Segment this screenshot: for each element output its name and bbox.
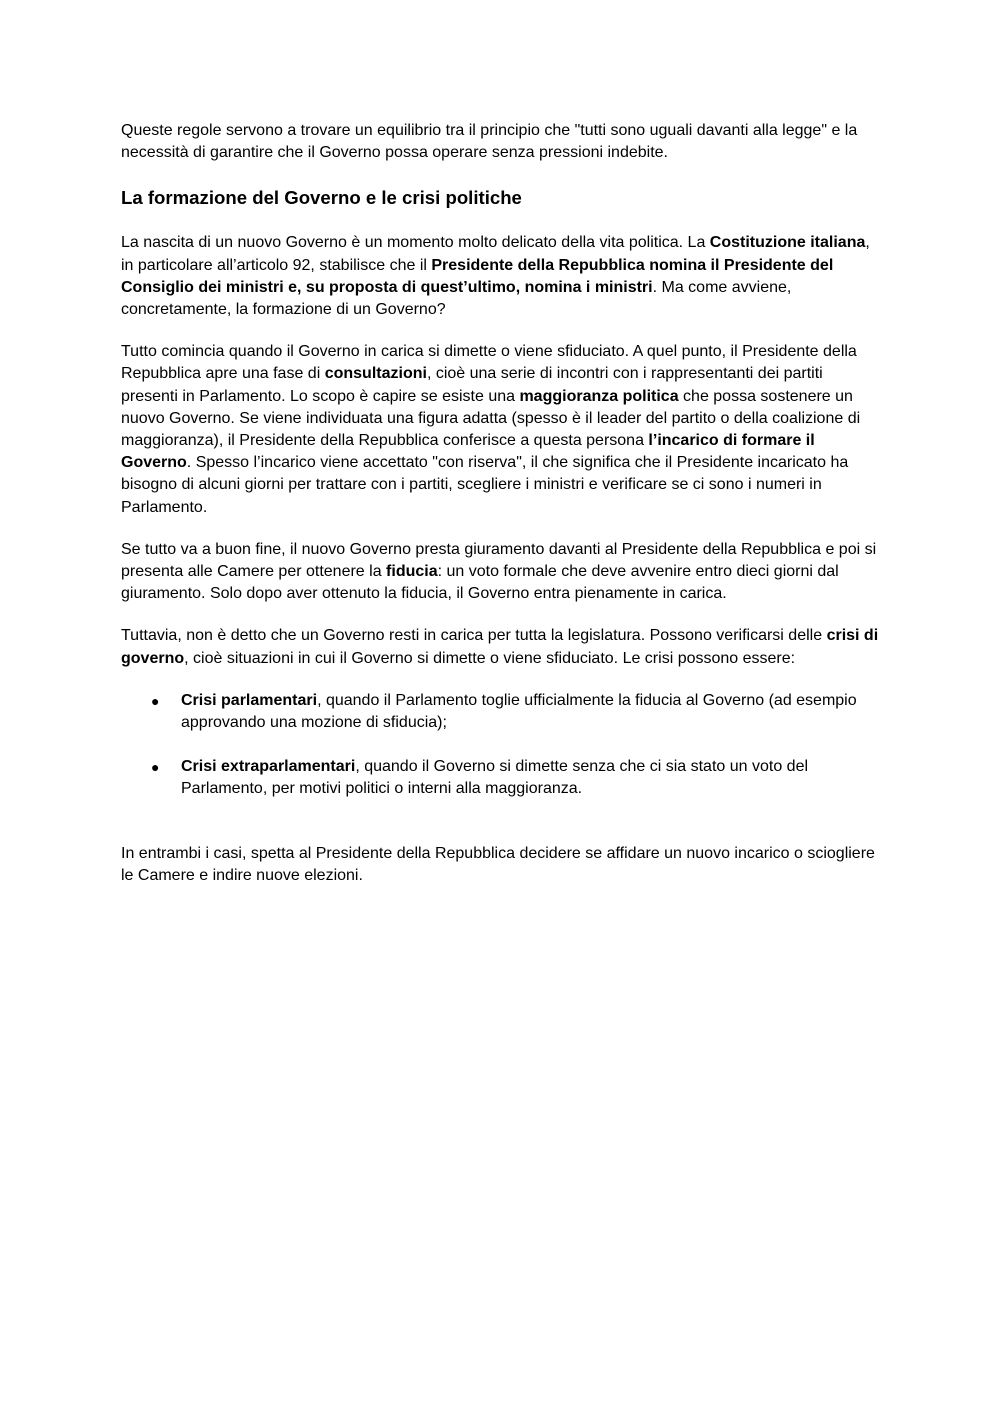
list-item-bold: Crisi extraparlamentari bbox=[181, 758, 356, 776]
bold-term-fiducia: fiducia bbox=[386, 563, 438, 581]
text-span: Se tutto va a buon fine, il nuovo Governo presta giuramento davanti al Presidente della Repubblica e poi si presenta alle Camere per ottenere la bbox=[121, 540, 877, 581]
text-span: , cioè una serie di incontri con i rappresentanti dei partiti presenti in Parlamento. Lo scopo è capire se esiste una bbox=[121, 365, 823, 405]
bold-term-maggioranza: maggioranza politica bbox=[519, 387, 679, 405]
paragraph-oath-confidence bbox=[121, 539, 881, 606]
document-page bbox=[121, 120, 881, 887]
intro-paragraph: Queste regole servono a trovare un equilibrio tra il principio che "tutti sono uguali davanti alla legge" e la necessità di garantire che il Governo possa operare senza pressioni indebite. bbox=[121, 122, 858, 162]
text-span: Tuttavia, non è detto che un Governo resti in carica per tutta la legislatura. Possono verificarsi delle bbox=[121, 627, 827, 645]
list-item-text: , quando il Parlamento toglie ufficialmente la fiducia al Governo (ad esempio approvando una mozione di sfiducia); bbox=[181, 691, 857, 732]
text-span: , in particolare all’articolo 92, stabilisce che il bbox=[121, 234, 870, 274]
text-span: . Ma come avviene, concretamente, la formazione di un Governo? bbox=[121, 278, 792, 319]
text-span: La nascita di un nuovo Governo è un momento molto delicato della vita politica. La bbox=[121, 234, 710, 252]
paragraph-crises bbox=[121, 625, 881, 669]
text-span: che possa sostenere un nuovo Governo. Se viene individuata una figura adatta (spesso è il leader del partito o della coalizione di maggioranza), il Presidente della Repubblica conferisce a questa persona bbox=[121, 387, 861, 450]
closing-paragraph: In entrambi i casi, spetta al Presidente della Repubblica decidere se affidare un nuovo incarico o sciogliere le Camere e indire nuove elezioni. bbox=[121, 844, 875, 884]
paragraph-consultations bbox=[121, 341, 881, 519]
bullet-icon: ● bbox=[151, 759, 160, 776]
crisis-types-list bbox=[121, 690, 881, 801]
list-item bbox=[121, 690, 881, 734]
text-span: : un voto formale che deve avvenire entro dieci giorni dal giuramento. Solo dopo aver ottenuto la fiducia, il Governo entra pienamente in carica. bbox=[121, 563, 839, 603]
text-span: . Spesso l’incarico viene accettato "con riserva", il che significa che il Presidente incaricato ha bisogno di alcuni giorni per trattare con i partiti, scegliere i ministri e verificare se ci sono i numeri in Parlamento. bbox=[121, 454, 849, 516]
bold-term-nomina: Presidente della Repubblica nomina il Presidente del Consiglio dei ministri e, su proposta di quest’ultimo, nomina i ministri bbox=[121, 256, 834, 296]
bold-term-incarico: l’incarico di formare il Governo bbox=[121, 432, 815, 472]
list-item-text: , quando il Governo si dimette senza che ci sia stato un voto del Parlamento, per motivi politici o interni alla maggioranza. bbox=[181, 758, 809, 798]
bold-term-crisi: crisi di governo bbox=[121, 627, 879, 667]
bullet-icon: ● bbox=[151, 692, 160, 709]
bold-term-consultazioni: consultazioni bbox=[324, 365, 427, 383]
text-span: Tutto comincia quando il Governo in carica si dimette o viene sfiduciato. A quel punto, il Presidente della Repubblica apre una fase di bbox=[121, 343, 857, 383]
bold-term-costituzione: Costituzione italiana bbox=[709, 234, 866, 252]
list-item bbox=[121, 756, 881, 800]
text-span: , cioè situazioni in cui il Governo si dimette o viene sfiduciato. Le crisi possono essere: bbox=[184, 649, 796, 667]
section-heading: La formazione del Governo e le crisi politiche bbox=[121, 187, 522, 209]
list-item-bold: Crisi parlamentari bbox=[181, 691, 318, 709]
paragraph-government-birth bbox=[121, 232, 881, 321]
